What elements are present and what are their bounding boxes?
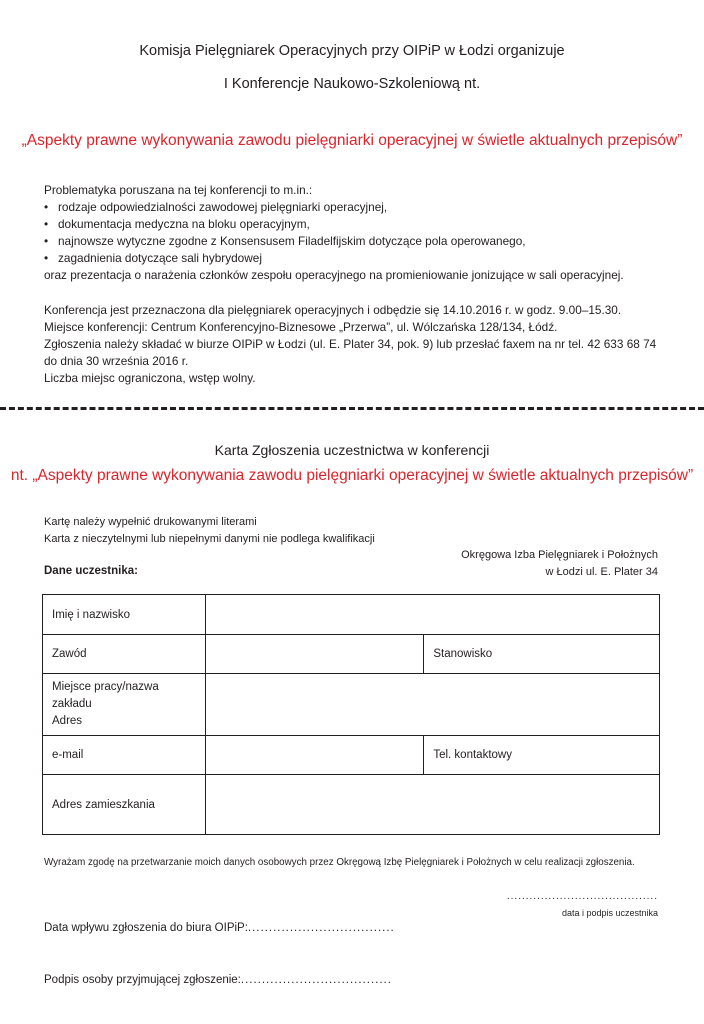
receiver-signature-field[interactable]: .................................... — [240, 974, 392, 986]
email-label: e-mail — [43, 736, 206, 775]
workplace-address-label: Adres — [52, 715, 83, 727]
receiver-signature-label: Podpis osoby przyjmującej zgłoszenie: — [44, 974, 241, 986]
name-label: Imię i nazwisko — [43, 595, 206, 635]
topic-item: • rodzaje odpowiedzialności zawodowej pielęgniarki operacyjnej, — [44, 199, 624, 216]
topics-section — [44, 182, 624, 284]
conference-title: „Aspekty prawne wykonywania zawodu pielęgniarki operacyjnej w świetle aktualnych przepisów” — [21, 132, 683, 149]
topics-intro: Problematyka poruszana na tej konferencji to m.in.: — [44, 183, 313, 197]
office-name: Okręgowa Izba Pielęgniarek i Położnych — [461, 549, 658, 561]
info-capacity: Liczba miejsc ograniczona, wstęp wolny. — [44, 371, 256, 385]
cut-line-divider — [0, 407, 704, 410]
home-address-label: Adres zamieszkania — [43, 775, 206, 835]
instruction-block-letters: Kartę należy wypełnić drukowanymi literami — [44, 516, 257, 528]
receiver-signature-row — [44, 974, 392, 986]
signature-line[interactable]: ........................................ — [506, 891, 658, 902]
profession-field[interactable] — [205, 635, 424, 674]
data-processing-consent: Wyrażam zgodę na przetwarzanie moich danych osobowych przez Okręgową Izbę Pielęgniarek i Położnych w celu realizacji zgłoszenia. — [44, 857, 635, 868]
workplace-label-cell — [43, 674, 206, 736]
participant-data-label: Dane uczestnika: — [44, 565, 138, 577]
receipt-date-field[interactable]: ................................... — [247, 922, 395, 934]
signature-label: data i podpis uczestnika — [561, 908, 658, 918]
office-street: w Łodzi ul. E. Plater 34 — [545, 566, 658, 578]
topics-outro: oraz prezentacja o narażenia członków zespołu operacyjnego na promieniowanie jonizujące w sali operacyjnej. — [44, 268, 624, 282]
registration-form-table — [42, 594, 660, 835]
form-subtitle: nt. „Aspekty prawne wykonywania zawodu pielęgniarki operacyjnej w świetle aktualnych przepisów” — [10, 467, 694, 484]
instruction-completeness: Karta z nieczytelnymi lub niepełnymi danymi nie podlega kwalifikacji — [44, 533, 375, 545]
form-title: Karta Zgłoszenia uczestnictwa w konferencji — [214, 442, 490, 458]
position-field[interactable] — [424, 635, 660, 674]
receipt-date-row — [44, 922, 395, 934]
home-address-field[interactable] — [205, 775, 659, 835]
workplace-label: Miejsce pracy/nazwa zakładu — [52, 681, 159, 710]
topic-item: • dokumentacja medyczna na bloku operacyjnym, — [44, 216, 624, 233]
topic-item: • zagadnienia dotyczące sali hybrydowej — [44, 250, 624, 267]
name-field[interactable] — [205, 595, 659, 635]
phone-label: Tel. kontaktowy — [433, 749, 512, 761]
position-label: Stanowisko — [433, 648, 493, 660]
form-instructions — [44, 514, 375, 548]
workplace-field[interactable] — [205, 674, 659, 736]
phone-field[interactable] — [424, 736, 660, 775]
organizer-line: Komisja Pielęgniarek Operacyjnych przy OIPiP w Łodzi organizuje — [139, 43, 565, 59]
profession-label: Zawód — [43, 635, 206, 674]
conference-info — [44, 302, 660, 387]
receipt-date-label: Data wpływu zgłoszenia do biura OIPiP: — [44, 922, 248, 934]
office-address — [461, 547, 658, 581]
info-registration: Zgłoszenia należy składać w biurze OIPiP w Łodzi (ul. E. Plater 34, pok. 9) lub przesłać faxem na nr tel. 42 633 68 74 do dnia 30 września 2016 r. — [44, 337, 657, 368]
conference-line: I Konferencje Naukowo-Szkoleniową nt. — [223, 76, 481, 92]
info-date: Konferencja jest przeznaczona dla pielęgniarek operacyjnych i odbędzie się 14.10.2016 r. w godz. 9.00–15.30. — [44, 303, 622, 317]
topics-list — [44, 199, 624, 267]
topic-item: • najnowsze wytyczne zgodne z Konsensusem Filadelfijskim dotyczące pola operowanego, — [44, 233, 624, 250]
email-field[interactable] — [205, 736, 424, 775]
info-venue: Miejsce konferencji: Centrum Konferencyjno-Biznesowe „Przerwa”, ul. Wólczańska 128/134, Łódź. — [44, 320, 558, 334]
